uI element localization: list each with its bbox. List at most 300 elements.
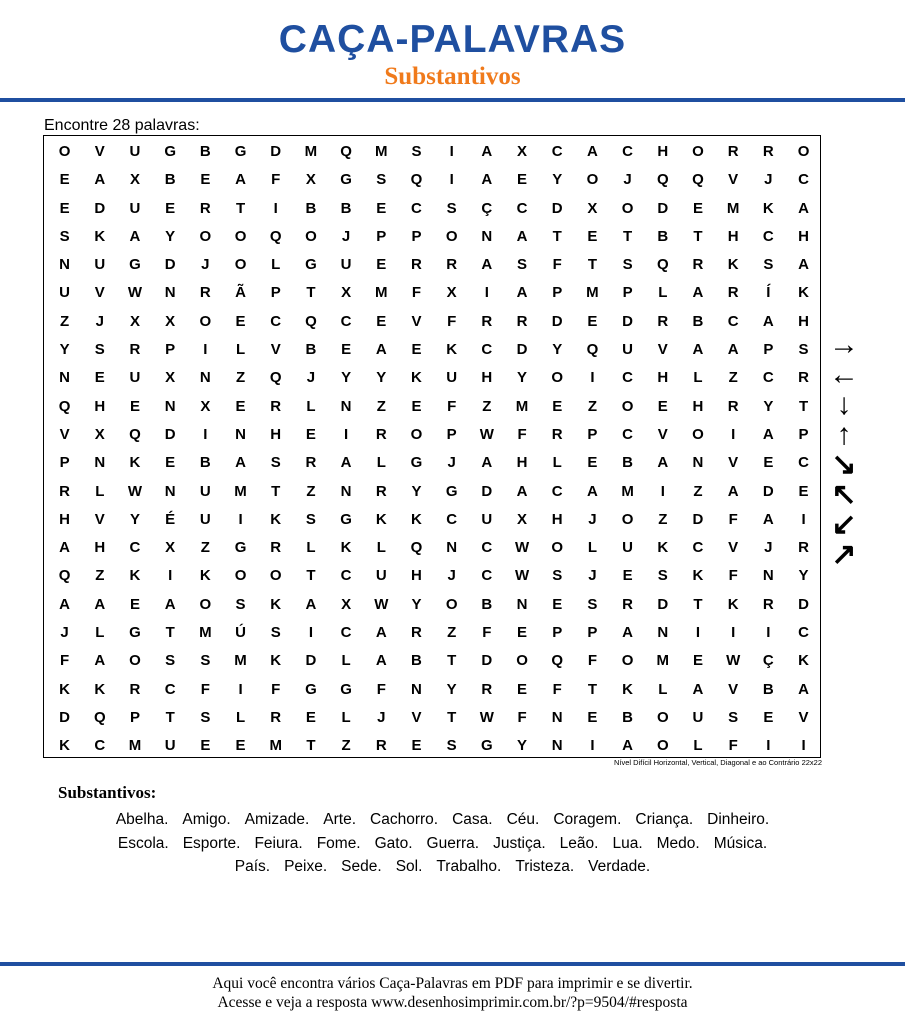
grid-cell: U [481, 510, 493, 528]
grid-cell: D [94, 199, 106, 217]
grid-cell: A [305, 595, 317, 613]
grid-cell: I [238, 680, 243, 698]
word-list-item: Música. [713, 835, 768, 852]
grid-cell: A [798, 256, 809, 274]
grid-cell: S [552, 567, 563, 585]
grid-cell: E [798, 482, 809, 500]
word-list-item: Sol. [395, 858, 423, 875]
grid-cell: E [165, 454, 176, 472]
grid-cell: A [235, 454, 246, 472]
grid-cell: F [587, 652, 597, 670]
grid-cell: I [590, 369, 595, 387]
grid-cell: V [270, 341, 281, 359]
grid-cell: J [588, 510, 597, 528]
grid-cell: K [692, 567, 704, 585]
grid-cell: T [165, 624, 175, 642]
grid-cell: Y [411, 482, 422, 500]
grid-cell: G [445, 482, 458, 500]
grid-cell: E [411, 341, 422, 359]
grid-cell: Z [447, 624, 457, 642]
grid-cell: J [588, 567, 597, 585]
grid-cell: I [801, 510, 806, 528]
grid-cell: E [517, 680, 528, 698]
grid-cell: E [200, 737, 211, 755]
word-list-item: Escola. [117, 835, 169, 852]
grid-cell: J [201, 256, 210, 274]
grid-cell: F [60, 652, 70, 670]
grid-cell: B [622, 708, 634, 726]
grid-cell: B [199, 143, 211, 160]
grid-cell: I [590, 737, 595, 755]
grid-cell: A [727, 482, 739, 500]
grid-cell: M [269, 737, 282, 755]
grid-cell: R [375, 425, 387, 443]
grid-cell: K [375, 510, 387, 528]
grid-cell: C [551, 482, 563, 500]
grid-cell: O [551, 539, 564, 557]
grid-cell: K [411, 369, 422, 387]
grid-cell: O [516, 652, 528, 670]
grid-cell: T [798, 397, 809, 415]
grid-cell: Z [376, 397, 386, 415]
grid-cell: P [411, 227, 422, 245]
grid-cell: I [801, 737, 806, 755]
direction-arrow-icon: ↘ [831, 448, 857, 481]
grid-cell: F [271, 171, 281, 189]
grid-cell: E [129, 397, 140, 415]
grid-cell: Y [129, 510, 140, 528]
grid-cell: O [797, 143, 810, 160]
grid-cell: H [59, 510, 71, 528]
grid-cell: A [516, 227, 528, 245]
grid-cell: D [164, 256, 176, 274]
grid-row [47, 591, 821, 619]
grid-cell: I [238, 510, 243, 528]
grid-cell: O [621, 199, 634, 217]
grid-cell: O [410, 425, 423, 443]
grid-cell: A [94, 652, 106, 670]
grid-cell: N [164, 482, 176, 500]
grid-cell: Y [376, 369, 387, 387]
grid-cell: S [587, 595, 598, 613]
word-list-item: Arte. [323, 811, 357, 828]
grid-cell: Q [410, 539, 423, 557]
grid-cell: U [692, 708, 704, 726]
grid-cell: V [94, 510, 105, 528]
grid-cell: Q [340, 143, 352, 160]
grid-cell: F [411, 284, 422, 302]
grid-cell: R [411, 624, 422, 642]
grid-cell: J [764, 539, 773, 557]
grid-cell: A [586, 482, 598, 500]
grid-cell: X [200, 397, 211, 415]
grid-cell: M [586, 284, 599, 302]
grid-cell: Q [551, 652, 564, 670]
grid-cell: B [762, 680, 774, 698]
grid-cell: U [129, 143, 141, 160]
grid-row [47, 478, 821, 506]
grid-cell: G [305, 680, 317, 698]
grid-cell: D [551, 312, 563, 330]
grid-cell: R [657, 312, 669, 330]
grid-cell: C [270, 312, 282, 330]
grid-cell: X [165, 312, 176, 330]
grid-cell: F [552, 680, 562, 698]
grid-cell: N [762, 567, 774, 585]
grid-cell: D [305, 652, 317, 670]
grid-cell: V [411, 312, 422, 330]
grid-cell: C [622, 425, 634, 443]
grid-cell: M [234, 652, 247, 670]
word-list-item: Céu. [506, 811, 540, 828]
grid-cell: G [340, 171, 352, 189]
direction-arrows [826, 330, 866, 570]
word-list-item: Casa. [452, 811, 493, 828]
grid-cell: C [798, 624, 809, 642]
grid-cell: Y [446, 680, 457, 698]
grid-row [47, 279, 821, 307]
grid-cell: N [657, 624, 669, 642]
grid-cell: K [199, 567, 211, 585]
grid-cell: G [164, 143, 176, 160]
grid-cell: X [341, 284, 352, 302]
grid-cell: A [586, 143, 598, 160]
grid-row [47, 166, 821, 194]
grid-cell: N [94, 454, 106, 472]
grid-cell: A [692, 680, 704, 698]
grid-cell: H [94, 539, 106, 557]
grid-row [47, 534, 821, 562]
grid-cell: E [763, 454, 774, 472]
grid-cell: R [199, 284, 211, 302]
grid-cell: S [763, 256, 774, 274]
grid-cell: G [129, 624, 141, 642]
grid-row [47, 676, 821, 704]
grid-cell: Q [58, 397, 71, 415]
grid-cell: I [449, 171, 454, 189]
direction-arrow-icon: ↖ [831, 478, 857, 511]
grid-cell: A [375, 341, 387, 359]
grid-cell: D [657, 595, 669, 613]
grid-cell: S [235, 595, 246, 613]
grid-cell: A [164, 595, 176, 613]
grid-cell: P [270, 284, 281, 302]
direction-arrow-icon: ↑ [836, 418, 852, 451]
grid-cell: I [766, 737, 771, 755]
grid-cell: Q [269, 369, 282, 387]
grid-cell: K [446, 341, 458, 359]
grid-cell: A [762, 312, 774, 330]
grid-cell: L [658, 284, 668, 302]
grid-cell: D [516, 341, 528, 359]
grid-cell: G [481, 737, 493, 755]
grid-cell: Q [656, 256, 669, 274]
grid-cell: C [340, 624, 352, 642]
grid-cell: A [94, 171, 106, 189]
grid-cell: K [727, 595, 739, 613]
grid-cell: R [551, 425, 563, 443]
grid-cell: J [341, 227, 351, 245]
grid-cell: B [199, 454, 211, 472]
word-list-item: Dinheiro. [707, 811, 770, 828]
grid-cell: W [726, 652, 741, 670]
grid-cell: O [656, 708, 669, 726]
grid-cell: J [447, 454, 456, 472]
grid-cell: W [374, 595, 389, 613]
grid-cell: C [164, 680, 176, 698]
grid-cell: P [165, 341, 176, 359]
grid-cell: T [235, 199, 246, 217]
grid-cell: N [59, 369, 71, 387]
grid-cell: A [340, 454, 352, 472]
grid-cell: Z [728, 369, 738, 387]
grid-cell: O [692, 143, 704, 160]
grid-cell: K [270, 595, 282, 613]
grid-cell: A [481, 256, 493, 274]
grid-cell: A [798, 680, 809, 698]
grid-cell: C [516, 199, 528, 217]
grid-cell: O [621, 510, 634, 528]
grid-cell: F [552, 256, 562, 274]
grid-cell: A [481, 143, 493, 160]
grid-cell: N [164, 284, 176, 302]
grid-cell: R [762, 143, 774, 160]
grid-cell: R [727, 397, 739, 415]
grid-cell: Z [482, 397, 492, 415]
grid-cell: U [622, 539, 634, 557]
word-list-item: Leão. [559, 835, 599, 852]
grid-cell: I [766, 624, 771, 642]
grid-cell: A [798, 199, 809, 217]
grid-cell: H [94, 397, 106, 415]
grid-cell: A [375, 624, 387, 642]
grid-cell: Y [165, 227, 176, 245]
grid-cell: V [94, 284, 105, 302]
grid-cell: R [481, 312, 493, 330]
grid-cell: B [164, 171, 176, 189]
grid-cell: Y [59, 341, 70, 359]
grid-cell: K [622, 680, 634, 698]
grid-cell: B [411, 652, 422, 670]
grid-cell: S [200, 652, 211, 670]
grid-cell: F [271, 680, 281, 698]
grid-cell: V [657, 341, 668, 359]
grid-cell: T [623, 227, 633, 245]
grid-cell: T [587, 256, 597, 274]
grid-cell: K [94, 680, 106, 698]
grid-cell: L [306, 539, 316, 557]
grid-row [47, 562, 821, 590]
grid-cell: Z [235, 369, 246, 387]
grid-cell: U [622, 341, 634, 359]
grid-cell: O [234, 567, 247, 585]
grid-cell: I [168, 567, 173, 585]
grid-cell: L [306, 397, 316, 415]
grid-cell: M [234, 482, 247, 500]
grid-cell: E [587, 312, 598, 330]
grid-cell: C [622, 143, 634, 160]
grid-cell: Z [341, 737, 351, 755]
grid-cell: E [59, 171, 70, 189]
grid-cell: H [516, 454, 528, 472]
grid-cell: H [657, 143, 669, 160]
grid-cell: E [94, 369, 105, 387]
grid-cell: A [481, 171, 493, 189]
grid-cell: O [692, 425, 704, 443]
grid-cell: L [341, 708, 351, 726]
grid-cell: O [445, 595, 458, 613]
grid-cell: D [762, 482, 774, 500]
grid-cell: O [58, 143, 71, 160]
grid-cell: K [59, 737, 71, 755]
grid-cell: B [622, 454, 634, 472]
grid-cell: V [728, 680, 739, 698]
grid-cell: F [728, 737, 738, 755]
grid-cell: E [587, 454, 598, 472]
grid-cell: E [235, 312, 246, 330]
grid-cell: V [798, 708, 809, 726]
grid-cell: C [798, 171, 809, 189]
grid-cell: H [657, 369, 669, 387]
grid-cell: I [203, 425, 208, 443]
grid-cell: V [728, 539, 739, 557]
grid-cell: J [764, 171, 773, 189]
grid-cell: R [798, 539, 809, 557]
grid-cell: R [129, 341, 141, 359]
grid-cell: S [305, 510, 316, 528]
grid-cell: H [798, 312, 809, 330]
grid-cell: R [270, 708, 282, 726]
grid-cell: J [306, 369, 316, 387]
grid-cell: O [551, 369, 564, 387]
grid-cell: Q [305, 312, 317, 330]
grid-cell: O [621, 397, 634, 415]
grid-cell: X [517, 510, 528, 528]
grid-cell: K [411, 510, 422, 528]
grid-cell: X [517, 143, 528, 160]
word-list-item: Abelha. [115, 811, 169, 828]
grid-row [47, 138, 821, 166]
grid-cell: A [622, 737, 634, 755]
word-list-item: Medo. [656, 835, 700, 852]
grid-row [47, 251, 821, 279]
grid-cell: D [481, 652, 493, 670]
grid-cell: C [481, 539, 493, 557]
grid-cell: Q [410, 171, 423, 189]
word-list-item: Amigo. [182, 811, 231, 828]
grid-cell: T [693, 595, 703, 613]
grid-cell: F [728, 510, 738, 528]
grid-cell: A [622, 624, 634, 642]
direction-arrow-icon: ↙ [831, 508, 857, 541]
grid-cell: C [551, 143, 563, 160]
grid-cell: S [376, 171, 387, 189]
top-divider [0, 98, 905, 102]
grid-cell: R [411, 256, 422, 274]
grid-cell: Y [552, 171, 563, 189]
grid-cell: P [446, 425, 457, 443]
word-list-item: Esporte. [182, 835, 241, 852]
grid-cell: T [447, 652, 457, 670]
grid-cell: R [59, 482, 71, 500]
grid-cell: E [517, 171, 528, 189]
grid-cell: E [235, 397, 246, 415]
grid-cell: O [199, 227, 212, 245]
grid-row [47, 619, 821, 647]
grid-cell: C [481, 567, 493, 585]
grid-cell: L [95, 482, 105, 500]
grid-cell: Y [341, 369, 352, 387]
grid-cell: A [727, 341, 739, 359]
word-list-item: País. [234, 858, 271, 875]
grid-cell: U [340, 256, 352, 274]
grid-cell: O [234, 227, 247, 245]
grid-cell: A [516, 284, 528, 302]
grid-cell: N [199, 369, 211, 387]
grid-cell: P [552, 624, 563, 642]
grid-cell: L [341, 652, 351, 670]
grid-cell: S [200, 708, 211, 726]
grid-cell: K [129, 454, 141, 472]
direction-arrow-icon: ↗ [831, 538, 857, 571]
grid-cell: Ç [762, 652, 774, 670]
grid-cell: R [129, 680, 141, 698]
grid-cell: E [692, 199, 703, 217]
grid-cell: M [375, 284, 388, 302]
grid-cell: A [129, 227, 141, 245]
word-list-item: Feiura. [254, 835, 303, 852]
grid-cell: Z [658, 510, 668, 528]
grid-cell: J [377, 708, 386, 726]
grid-cell: G [340, 510, 352, 528]
grid-cell: Q [58, 567, 71, 585]
grid-cell: P [552, 284, 563, 302]
grid-cell: D [622, 312, 634, 330]
grid-cell: L [693, 737, 703, 755]
grid-cell: F [728, 567, 738, 585]
grid-cell: O [199, 595, 212, 613]
grid-cell: R [199, 199, 211, 217]
grid-cell: O [199, 312, 212, 330]
grid-cell: C [129, 539, 141, 557]
grid-cell: V [59, 425, 70, 443]
grid-cell: E [411, 397, 422, 415]
grid-cell: U [129, 199, 141, 217]
grid-cell: K [270, 510, 282, 528]
word-list-item: Fome. [316, 835, 361, 852]
grid-cell: R [375, 737, 387, 755]
grid-cell: N [164, 397, 176, 415]
grid-cell: G [340, 680, 352, 698]
grid-cell: O [234, 256, 247, 274]
grid-cell: U [375, 567, 387, 585]
grid-cell: E [200, 171, 211, 189]
grid-cell: U [199, 482, 211, 500]
grid-cell: E [235, 737, 246, 755]
grid-row [47, 336, 821, 364]
grid-cell: E [552, 397, 563, 415]
word-list-item: Peixe. [284, 858, 328, 875]
grid-cell: R [727, 143, 739, 160]
grid-cell: O [129, 652, 141, 670]
grid-cell: T [165, 708, 175, 726]
grid-cell: R [798, 369, 809, 387]
grid-cell: L [235, 341, 246, 359]
grid-cell: A [657, 454, 669, 472]
grid-cell: C [622, 369, 634, 387]
grid-cell: P [59, 454, 70, 472]
grid-cell: Q [93, 708, 106, 726]
